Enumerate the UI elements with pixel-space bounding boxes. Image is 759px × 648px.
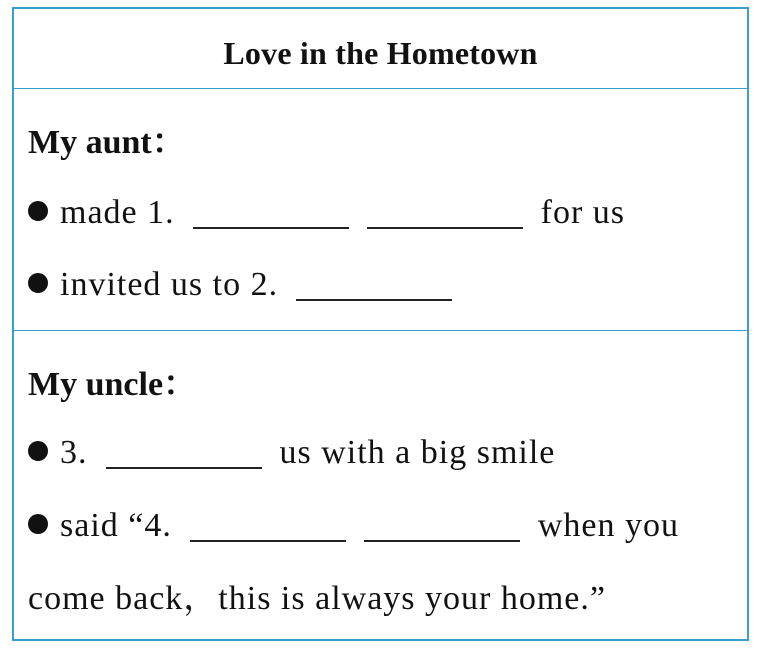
worksheet-frame [12,7,749,641]
aunt-line-2-before: invited us to 2. [60,266,279,303]
section-heading-uncle-text: My uncle [28,366,164,403]
title-divider [14,88,747,89]
section-heading-uncle [28,365,197,405]
aunt-line-1 [28,193,625,233]
answer-blank-4a[interactable] [190,540,346,542]
answer-blank-1b[interactable] [367,227,523,229]
bullet-icon [28,441,48,461]
answer-blank-2[interactable] [296,299,452,301]
uncle-line-2-after: when you [537,507,680,544]
section-heading-aunt-colon: ： [151,124,186,161]
section-divider [14,330,747,331]
aunt-line-1-before: made 1. [60,194,175,231]
section-heading-aunt [28,123,186,163]
bullet-icon [28,201,48,221]
answer-blank-4b[interactable] [364,540,520,542]
worksheet-title: Love in the Hometown [223,35,538,71]
bullet-icon [28,273,48,293]
uncle-line-1 [28,433,555,473]
section-heading-aunt-text: My aunt [28,124,152,161]
uncle-line-2 [28,506,679,546]
section-heading-uncle-colon: ： [163,366,198,403]
bullet-icon [28,514,48,534]
uncle-line-2-before: said “4. [60,507,172,544]
uncle-line-1-before: 3. [60,434,88,471]
uncle-continuation: come back，this is always your home.” [28,580,606,617]
aunt-line-1-after: for us [540,194,626,231]
answer-blank-1a[interactable] [193,227,349,229]
aunt-line-2 [28,265,452,305]
answer-blank-3[interactable] [106,467,262,469]
uncle-line-1-after: us with a big smile [279,434,556,471]
